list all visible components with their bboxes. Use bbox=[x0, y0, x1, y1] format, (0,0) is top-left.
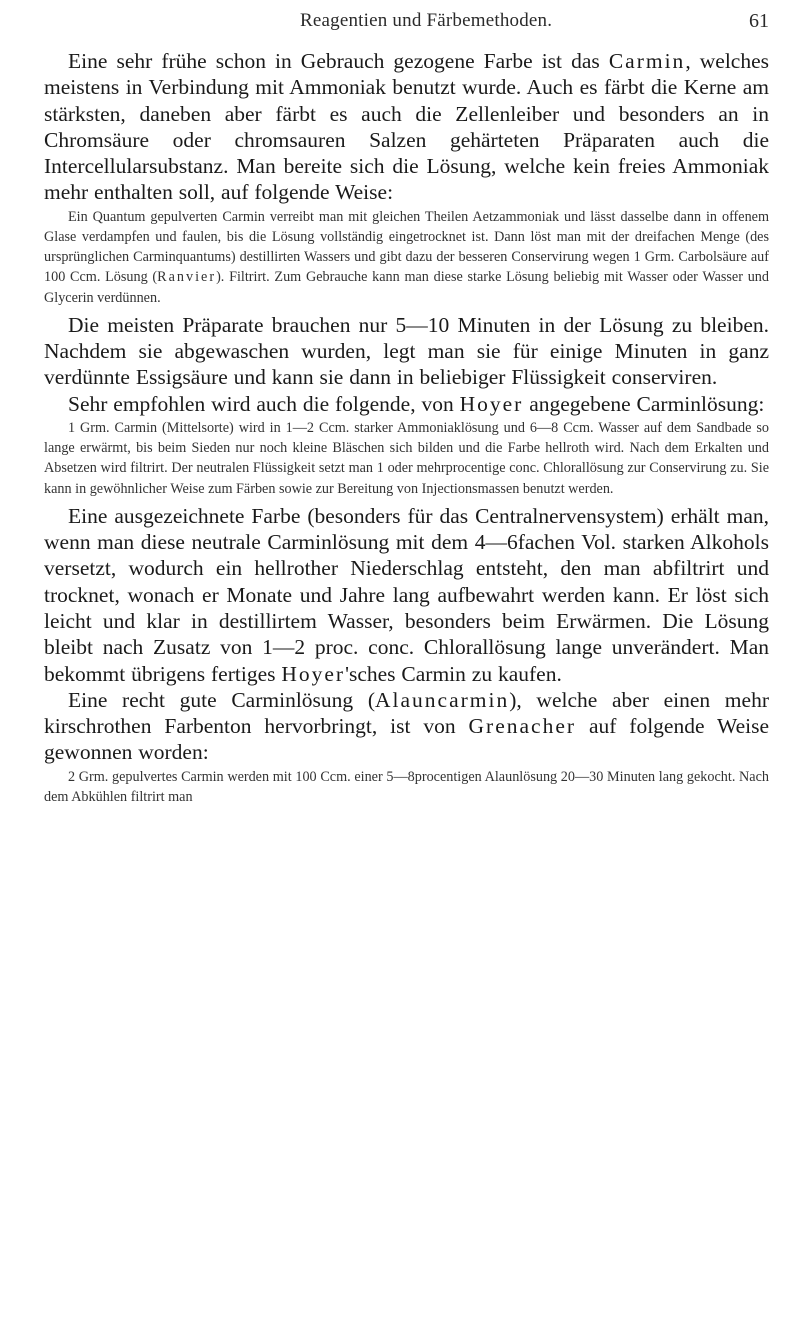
spaced-name-hoyer: Hoyer bbox=[281, 661, 346, 686]
spaced-name-grenacher: Grenacher bbox=[468, 714, 577, 739]
paragraph-nervous-system-stain bbox=[44, 503, 769, 687]
spaced-name-ranvier: Ranvier bbox=[157, 269, 217, 286]
text-run: angegebene Carminlösung: bbox=[523, 391, 765, 416]
page-number: 61 bbox=[749, 10, 769, 32]
text-run: , welches meistens in Verbindung mit Ammoniak benutzt wurde. Auch es färbt die Kerne am stärksten, daneben aber färbt es auch die Zellenleiber und besonders an in Chromsäure oder chromsauren Salzen gehärteten Präparaten auch die Intercellularsubstanz. Man bereite sich die Lösung, welche kein freies Ammoniak mehr enthalten soll, auf folgende Weise: bbox=[44, 49, 770, 205]
note-ranvier-recipe bbox=[44, 207, 769, 308]
running-title: Reagentien und Färbemethoden. bbox=[300, 10, 553, 31]
spaced-name-hoyer: Hoyer bbox=[459, 391, 524, 416]
text-run: auf folgende Weise gewonnen worden: bbox=[44, 714, 769, 765]
text-run: Eine ausgezeichnete Farbe (besonders für das Centralnervensystem) erhält man, wenn man diese neutrale Carminlösung mit dem 4—6fachen Vol. starken Alkohols versetzt, wodurch ein hellrother Niederschlag entsteht, den man abfiltrirt und trocknet, wonach er Monate und Jahre lang aufbewahrt werden kann. Er löst sich leicht und klar in destillirtem Wasser, besonders beim Erwärmen. Die Lösung bleibt nach Zusatz von 1—2 proc. conc. Chlorallösung lange unverändert. Man bekommt übrigens fertiges bbox=[44, 503, 769, 686]
text-run: Sehr empfohlen wird auch die folgende, von bbox=[68, 391, 460, 416]
text-run: Ein Quantum gepulverten Carmin verreibt man mit gleichen Theilen Aetzammoniak und lässt dasselbe dann in offenem Glase verdampfen und faulen, bis die Lösung vollständig eingetrocknet ist. Dann löst man mit der dreifachen Menge (des ursprünglichen Carminquantums) destillirten Wassers und gibt dazu der besseren Conservirung wegen 1 Grm. Carbolsäure auf 100 Ccm. Lösung ( bbox=[44, 208, 769, 286]
paragraph-carmin-intro bbox=[44, 48, 769, 206]
text-run: Eine sehr frühe schon in Gebrauch gezogene Farbe ist das bbox=[68, 49, 609, 73]
text-run: ), welche aber einen mehr kirschrothen Farbenton hervorbringt, ist von bbox=[44, 687, 769, 739]
page-header bbox=[0, 10, 801, 36]
paragraph-staining-time: Die meisten Präparate brauchen nur 5—10 Minuten in der Lösung zu bleiben. Nachdem sie abgewaschen wurden, legt man sie für einige Minuten in ganz verdünnte Essigsäure und kann sie dann in beliebiger Flüssigkeit conserviren. bbox=[44, 312, 769, 390]
body-text bbox=[44, 48, 769, 811]
text-run: Eine recht gute Carminlösung ( bbox=[68, 687, 375, 712]
note-hoyer-recipe: 1 Grm. Carmin (Mittelsorte) wird in 1—2 Ccm. starker Ammoniaklösung und 6—8 Ccm. Wasser auf dem Sandbade so lange erwärmt, bis beim Sieden nur noch kleine Bläschen sich bilden und die Farbe hellroth wird. Nach dem Erkalten und Absetzen wird filtrirt. Der neutralen Flüssigkeit setzt man 1 oder mehrprocentige conc. Chlorallösung zur Conservirung zu. Sie kann in gewöhnlicher Weise zum Färben sowie zur Bereitung von Injectionsmassen benutzt werden. bbox=[44, 419, 769, 497]
spaced-term-alauncarmin: Alauncarmin bbox=[374, 687, 510, 712]
text-run: 'sches Carmin zu kaufen. bbox=[345, 661, 562, 686]
note-alum-recipe: 2 Grm. gepulvertes Carmin werden mit 100 Ccm. einer 5—8procentigen Alaunlösung 20—30 Minuten lang gekocht. Nach dem Abkühlen filtrirt man bbox=[44, 768, 769, 805]
spaced-term-carmin: Carmin bbox=[608, 49, 686, 73]
paragraph-hoyer-intro bbox=[44, 391, 769, 417]
paragraph-alum-carmine bbox=[44, 687, 769, 766]
text-run: ). Filtrirt. Zum Gebrauche kann man diese starke Lösung beliebig mit Wasser oder Wasser und Glycerin verdünnen. bbox=[44, 269, 769, 306]
